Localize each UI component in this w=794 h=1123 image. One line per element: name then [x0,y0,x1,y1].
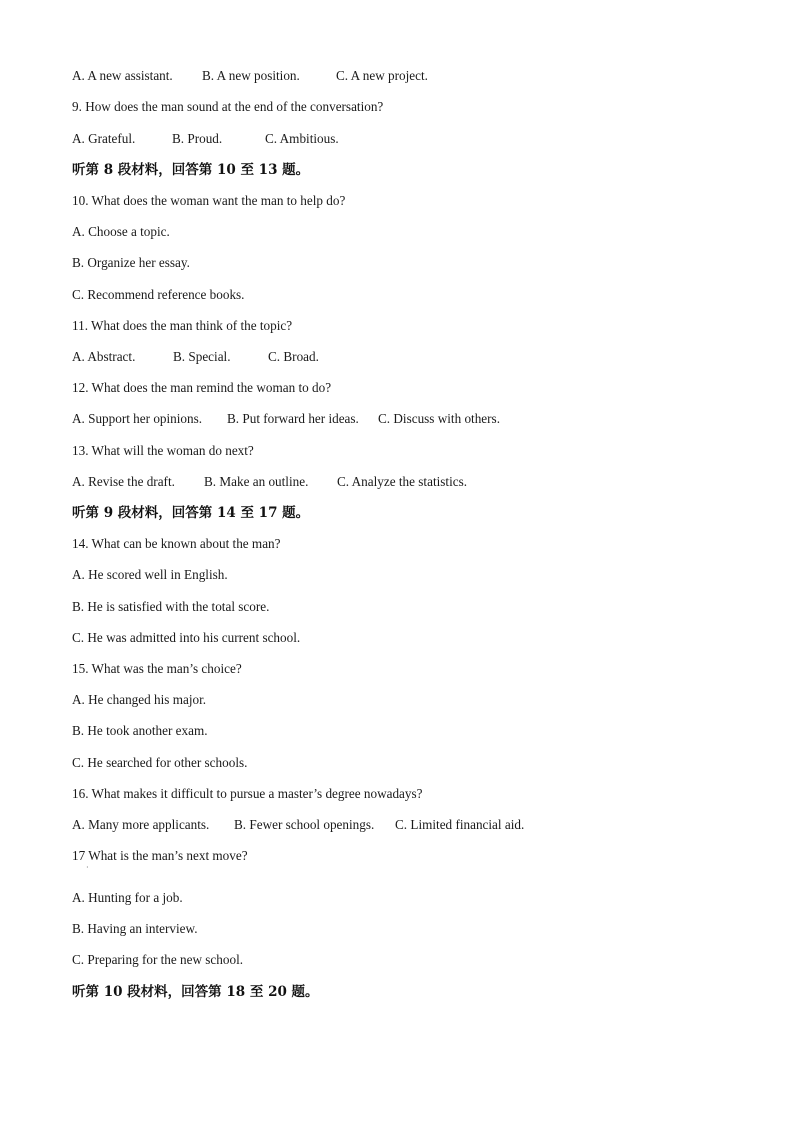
q15-option-b: B. He took another exam. [72,723,208,738]
q16-option-c: C. Limited financial aid. [395,817,525,832]
q15-option-c: C. He searched for other schools. [72,755,248,770]
section-10-heading: 听第 10 段材料，回答第 18 至 20 题。 [72,984,319,1000]
stray-dot: · [86,863,89,872]
q9-option-c: C. Ambitious. [265,131,339,146]
q17-option-b: B. Having an interview. [72,921,198,936]
q9-options [72,131,339,147]
q16-options [72,817,524,833]
q14-option-c: C. He was admitted into his current school. [72,630,301,645]
q13-option-b: B. Make an outline. [204,474,309,489]
q16-option-a: A. Many more applicants. [72,817,210,832]
q10-option-c: C. Recommend reference books. [72,287,245,302]
q8-option-c: C. A new project. [336,68,428,83]
q16-question: 16. What makes it difficult to pursue a master’s degree nowadays? [72,786,423,801]
q13-option-a: A. Revise the draft. [72,474,175,489]
q16-option-b: B. Fewer school openings. [234,817,375,832]
q8-option-a: A. A new assistant. [72,68,173,83]
q9-question: 9. How does the man sound at the end of the conversation? [72,99,384,114]
q14-question: 14. What can be known about the man? [72,536,281,551]
q8-option-b: B. A new position. [202,68,300,83]
q12-options [72,411,500,427]
q11-question: 11. What does the man think of the topic? [72,318,293,333]
q8-options [72,68,428,84]
q11-options [72,349,319,365]
q17-option-a: A. Hunting for a job. [72,890,183,905]
q15-question: 15. What was the man’s choice? [72,661,242,676]
q13-options [72,474,467,490]
section-8-heading: 听第 8 段材料，回答第 10 至 13 题。 [72,162,310,178]
q10-option-a: A. Choose a topic. [72,224,170,239]
q17-question: 17 What is the man’s next move? [72,848,248,863]
q11-option-c: C. Broad. [268,349,319,364]
q9-option-a: A. Grateful. [72,131,136,146]
section-9-heading: 听第 9 段材料，回答第 14 至 17 题。 [72,505,310,521]
q15-option-a: A. He changed his major. [72,692,207,707]
q13-option-c: C. Analyze the statistics. [337,474,468,489]
q10-option-b: B. Organize her essay. [72,255,190,270]
q14-option-b: B. He is satisfied with the total score. [72,599,270,614]
q10-question: 10. What does the woman want the man to help do? [72,193,346,208]
q11-option-a: A. Abstract. [72,349,136,364]
q14-option-a: A. He scored well in English. [72,567,228,582]
q13-question: 13. What will the woman do next? [72,443,254,458]
q12-option-b: B. Put forward her ideas. [227,411,359,426]
q17-option-c: C. Preparing for the new school. [72,952,244,967]
q9-option-b: B. Proud. [172,131,223,146]
q12-option-a: A. Support her opinions. [72,411,203,426]
q12-question: 12. What does the man remind the woman to do? [72,380,332,395]
q12-option-c: C. Discuss with others. [378,411,500,426]
q11-option-b: B. Special. [173,349,231,364]
